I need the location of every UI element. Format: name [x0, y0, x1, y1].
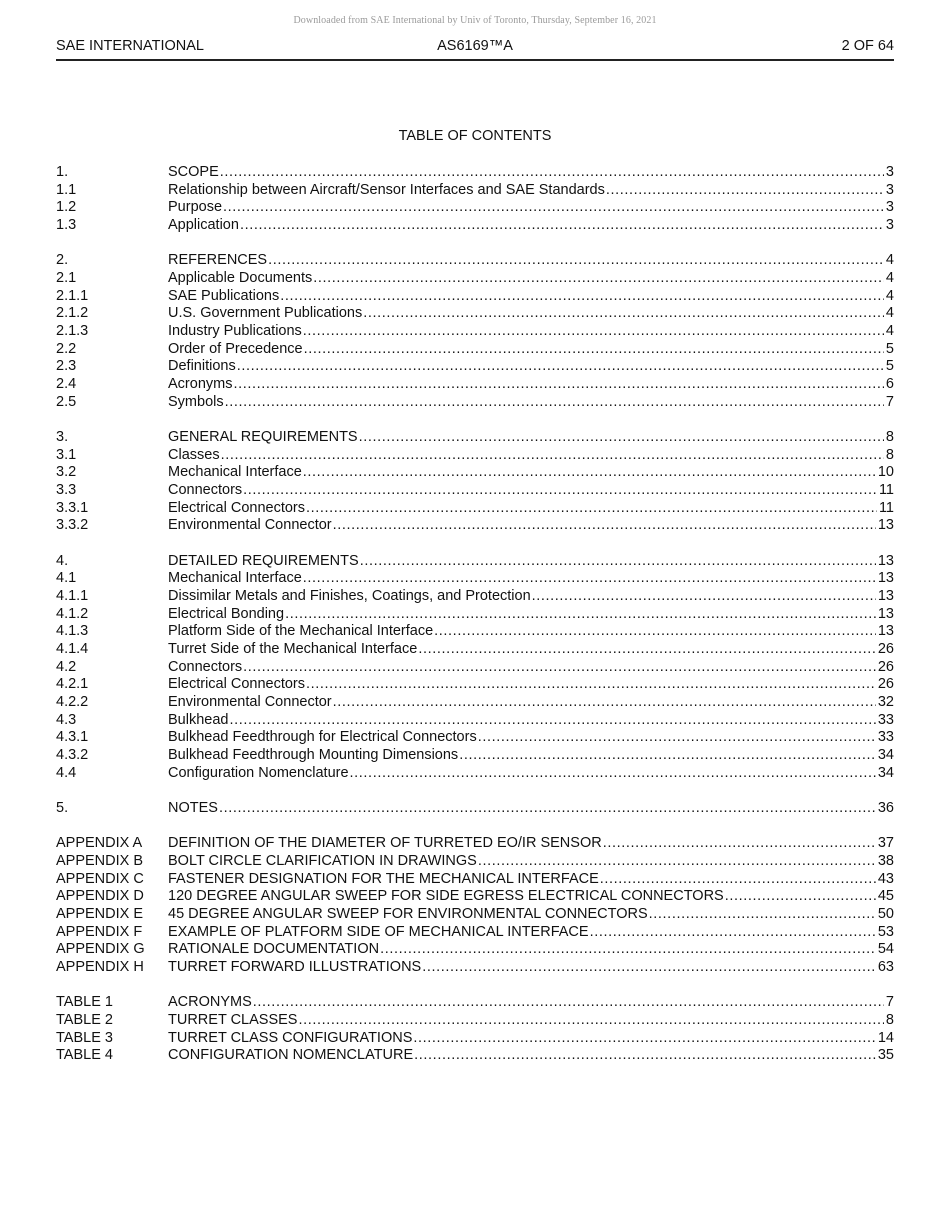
toc-entry-number: 4.2 — [56, 658, 77, 675]
toc-entry-line — [168, 376, 894, 394]
toc-entry[interactable] — [56, 623, 894, 641]
toc-entry-number: TABLE 2 — [56, 1011, 113, 1028]
toc-entry-page: 63 — [877, 959, 894, 975]
toc-entry-page: 4 — [885, 287, 894, 304]
toc-entry-page: 34 — [877, 747, 894, 764]
toc-entry-number: 2.1.2 — [56, 305, 89, 322]
toc-entry-number: 4.1.4 — [56, 641, 89, 657]
toc-entry-number: APPENDIX H — [56, 959, 144, 975]
toc-entry[interactable] — [56, 341, 894, 359]
dot-leader — [240, 217, 884, 235]
dot-leader — [306, 500, 877, 518]
toc-entry-line — [168, 871, 894, 889]
toc-entry-page: 26 — [877, 641, 894, 657]
toc-entry[interactable] — [56, 1012, 894, 1030]
toc-entry-title[interactable]: SCOPE — [168, 164, 219, 180]
dot-leader — [220, 164, 884, 182]
toc-entry-title[interactable]: Turret Side of the Mechanical Interface — [168, 641, 418, 657]
toc-entry-number: 4.4 — [56, 764, 77, 781]
toc-entry-line — [168, 924, 894, 942]
toc-entry[interactable] — [56, 941, 894, 959]
toc-entry[interactable] — [56, 570, 894, 588]
toc-entry-page: 35 — [877, 1047, 894, 1064]
toc-group — [56, 835, 894, 977]
toc-entry-line — [168, 747, 894, 765]
toc-entry-line — [168, 341, 894, 359]
toc-entry-page: 8 — [885, 1011, 894, 1028]
toc-entry-page: 26 — [877, 658, 894, 675]
toc-entry-page: 11 — [878, 482, 894, 498]
dot-leader — [380, 941, 876, 959]
toc-entry-line — [168, 252, 894, 270]
toc-entry[interactable] — [56, 906, 894, 924]
toc-entry[interactable] — [56, 888, 894, 906]
toc-entry[interactable] — [56, 676, 894, 694]
toc-entry-page: 3 — [885, 217, 894, 234]
toc-group — [56, 429, 894, 535]
dot-leader — [590, 924, 876, 942]
toc-entry-page: 38 — [877, 852, 894, 869]
toc-entry-number: 4.3 — [56, 711, 77, 728]
toc-entry-title[interactable]: Relationship between Aircraft/Sensor Interfaces and SAE Standards — [168, 181, 605, 198]
toc-entry-page: 10 — [877, 464, 894, 481]
dot-leader — [280, 288, 884, 306]
toc-entry-line — [168, 623, 894, 641]
toc-entry-number: 3.1 — [56, 446, 77, 463]
toc-entry-number: 4.2.1 — [56, 676, 89, 693]
dot-leader — [600, 871, 876, 889]
toc-entry-page: 5 — [885, 358, 894, 375]
toc-entry-title[interactable]: Purpose — [168, 199, 223, 216]
toc-entry-line — [168, 659, 894, 677]
toc-entry-line — [168, 500, 894, 518]
toc-entry-number: 1.3 — [56, 217, 77, 234]
toc-entry-title[interactable]: Classes — [168, 446, 220, 463]
toc-entry-number: 2.1.3 — [56, 323, 89, 339]
toc-entry-page: 36 — [877, 800, 894, 816]
toc-entry[interactable] — [56, 288, 894, 306]
toc-entry-page: 33 — [877, 711, 894, 728]
toc-entry-number: 3. — [56, 428, 69, 445]
toc-entry-page: 13 — [877, 605, 894, 622]
toc-entry-line — [168, 853, 894, 871]
toc-entry-number: 2.1 — [56, 269, 77, 286]
toc-entry-title[interactable]: Mechanical Interface — [168, 464, 302, 481]
toc-entry-page: 13 — [877, 517, 894, 534]
toc-entry-line — [168, 429, 894, 447]
toc-entry-number: 4.1.1 — [56, 587, 89, 604]
toc-entry-page: 13 — [877, 623, 894, 640]
toc-entry-line — [168, 517, 894, 535]
dot-leader — [413, 1030, 875, 1048]
toc-entry-line — [168, 729, 894, 747]
toc-entry-title[interactable]: Acronyms — [168, 376, 233, 393]
toc-entry-page: 11 — [878, 499, 894, 516]
toc-entry[interactable] — [56, 924, 894, 942]
toc-entry-title[interactable]: Industry Publications — [168, 323, 302, 339]
toc-entry-title[interactable]: Configuration Nomenclature — [168, 764, 349, 781]
toc-entry-line — [168, 217, 894, 235]
toc-entry-page: 5 — [885, 340, 894, 357]
toc-entry-number: 2.1.1 — [56, 287, 89, 304]
dot-leader — [434, 623, 876, 641]
toc-entry-page: 13 — [877, 570, 894, 587]
toc-entry-title[interactable]: BOLT CIRCLE CLARIFICATION IN DRAWINGS — [168, 852, 477, 869]
toc-entry-page: 4 — [885, 305, 894, 322]
toc-entry-number: 4.3.2 — [56, 747, 89, 764]
dot-leader — [253, 994, 884, 1012]
toc-entry[interactable] — [56, 606, 894, 624]
toc-entry-line — [168, 959, 894, 977]
toc-entry-line — [168, 1030, 894, 1048]
toc-entry-title[interactable]: RATIONALE DOCUMENTATION — [168, 941, 380, 958]
toc-entry-number: 4. — [56, 552, 69, 569]
dot-leader — [649, 906, 876, 924]
toc-entry[interactable] — [56, 164, 894, 182]
toc-entry-page: 7 — [885, 994, 894, 1011]
toc-entry-title[interactable]: Electrical Connectors — [168, 499, 305, 516]
toc-entry-line — [168, 588, 894, 606]
toc-entry-title[interactable]: FASTENER DESIGNATION FOR THE MECHANICAL INTERFACE — [168, 870, 599, 887]
dot-leader — [350, 765, 876, 783]
toc-entry-line — [168, 641, 894, 659]
dot-leader — [459, 747, 876, 765]
toc-entry-number: 2.2 — [56, 340, 77, 357]
toc-entry[interactable] — [56, 553, 894, 571]
toc-entry-page: 8 — [885, 428, 894, 445]
dot-leader — [313, 270, 884, 288]
dot-leader — [725, 888, 876, 906]
toc-entry-title[interactable]: GENERAL REQUIREMENTS — [168, 428, 358, 445]
toc-entry[interactable] — [56, 217, 894, 235]
toc-entry-title[interactable]: Environmental Connector — [168, 517, 332, 534]
toc-entry[interactable] — [56, 641, 894, 659]
toc-entry-number: 1.1 — [56, 181, 77, 198]
toc-entry[interactable] — [56, 482, 894, 500]
dot-leader — [268, 252, 884, 270]
dot-leader — [243, 659, 876, 677]
dot-leader — [229, 712, 875, 730]
toc-entry-page: 43 — [877, 870, 894, 887]
toc-entry[interactable] — [56, 1047, 894, 1065]
toc-entry-page: 3 — [885, 164, 894, 180]
toc-entry-line — [168, 765, 894, 783]
toc-entry-number: 4.1 — [56, 570, 77, 587]
toc-entry-title[interactable]: DETAILED REQUIREMENTS — [168, 552, 359, 569]
toc-entry-page: 54 — [877, 941, 894, 958]
toc-entry-line — [168, 570, 894, 588]
toc-entry-number: APPENDIX D — [56, 888, 144, 905]
toc-group — [56, 994, 894, 1065]
dot-leader — [418, 641, 876, 659]
toc-entry-line — [168, 941, 894, 959]
toc-entry-number: 4.1.3 — [56, 623, 89, 640]
dot-leader — [303, 464, 876, 482]
toc-entry-line — [168, 199, 894, 217]
toc-entry-title[interactable]: Connectors — [168, 658, 243, 675]
toc-entry-title[interactable]: 120 DEGREE ANGULAR SWEEP FOR SIDE EGRESS ELECTRICAL CONNECTORS — [168, 888, 724, 905]
dot-leader — [606, 182, 884, 200]
dot-leader — [532, 588, 876, 606]
toc-entry-line — [168, 1047, 894, 1065]
toc-entry-title[interactable]: Electrical Bonding — [168, 605, 285, 622]
toc-entry-number: 4.3.1 — [56, 729, 89, 746]
toc-entry-number: TABLE 3 — [56, 1029, 113, 1046]
toc-entry-title[interactable]: DEFINITION OF THE DIAMETER OF TURRETED EO/IR SENSOR — [168, 835, 602, 852]
toc-entry-page: 26 — [877, 676, 894, 693]
toc-entry-page: 50 — [877, 905, 894, 922]
toc-entry-number: 4.1.2 — [56, 605, 89, 622]
toc-entry-title[interactable]: Electrical Connectors — [168, 676, 305, 693]
dot-leader — [359, 429, 884, 447]
toc-entry-title[interactable]: TURRET CLASSES — [168, 1011, 298, 1028]
toc-entry-title[interactable]: CONFIGURATION NOMENCLATURE — [168, 1047, 414, 1064]
toc-entry[interactable] — [56, 429, 894, 447]
toc-entry-title[interactable]: EXAMPLE OF PLATFORM SIDE OF MECHANICAL INTERFACE — [168, 923, 589, 940]
toc-entry-line — [168, 676, 894, 694]
toc-entry-line — [168, 694, 894, 712]
toc-entry[interactable] — [56, 747, 894, 765]
dot-leader — [243, 482, 877, 500]
dot-leader — [225, 394, 884, 412]
toc-entry-line — [168, 305, 894, 323]
toc-entry-page: 4 — [885, 323, 894, 339]
toc-entry-line — [168, 288, 894, 306]
toc-entry-line — [168, 270, 894, 288]
toc-group — [56, 553, 894, 783]
toc-entry-number: 3.3.2 — [56, 517, 89, 534]
toc-entry-line — [168, 553, 894, 571]
toc-entry-line — [168, 464, 894, 482]
toc-entry-title[interactable]: U.S. Government Publications — [168, 305, 363, 322]
toc-entry-line — [168, 164, 894, 182]
toc-entry[interactable] — [56, 835, 894, 853]
toc-entry-line — [168, 835, 894, 853]
toc-entry-title[interactable]: NOTES — [168, 800, 218, 816]
toc-entry-title[interactable]: Definitions — [168, 358, 236, 375]
toc-entry-title[interactable]: Bulkhead Feedthrough for Electrical Connectors — [168, 729, 477, 746]
toc-entry[interactable] — [56, 800, 894, 818]
download-note: Downloaded from SAE International by Univ of Toronto, Thursday, September 16, 2021 — [293, 15, 657, 26]
toc-entry-title[interactable]: TURRET CLASS CONFIGURATIONS — [168, 1029, 413, 1046]
dot-leader — [223, 199, 884, 217]
toc-entry-number: APPENDIX F — [56, 923, 143, 940]
dot-leader — [221, 447, 884, 465]
toc-entry-page: 13 — [877, 552, 894, 569]
toc-entry[interactable] — [56, 358, 894, 376]
toc-entry-number: TABLE 4 — [56, 1047, 113, 1064]
toc-entry[interactable] — [56, 871, 894, 889]
toc-entry-page: 34 — [877, 764, 894, 781]
toc-entry[interactable] — [56, 517, 894, 535]
header-document-id: AS6169™A — [437, 38, 513, 54]
toc-entry[interactable] — [56, 853, 894, 871]
toc-entry-line — [168, 712, 894, 730]
toc-entry[interactable] — [56, 694, 894, 712]
toc-entry-line — [168, 323, 894, 341]
dot-leader — [306, 676, 876, 694]
toc-entry-title[interactable]: SAE Publications — [168, 287, 280, 304]
toc-entry[interactable] — [56, 994, 894, 1012]
toc-entry-number: 1.2 — [56, 199, 77, 216]
toc-entry-page: 6 — [885, 376, 894, 393]
toc-entry-page: 13 — [877, 587, 894, 604]
table-of-contents — [56, 164, 894, 1082]
toc-entry-number: 2.3 — [56, 358, 77, 375]
toc-entry[interactable] — [56, 199, 894, 217]
toc-entry-page: 37 — [877, 835, 894, 852]
toc-entry[interactable] — [56, 305, 894, 323]
toc-entry-number: 1. — [56, 164, 69, 180]
toc-group — [56, 800, 894, 818]
toc-entry-number: APPENDIX B — [56, 852, 144, 869]
toc-entry-page: 4 — [885, 252, 894, 269]
toc-entry-title[interactable]: REFERENCES — [168, 252, 268, 269]
toc-entry-title[interactable]: 45 DEGREE ANGULAR SWEEP FOR ENVIRONMENTAL CONNECTORS — [168, 905, 648, 922]
dot-leader — [422, 959, 876, 977]
toc-entry-number: 4.2.2 — [56, 694, 89, 711]
toc-entry-title[interactable]: Bulkhead Feedthrough Mounting Dimensions — [168, 747, 459, 764]
dot-leader — [304, 341, 884, 359]
toc-entry-number: 2.4 — [56, 376, 77, 393]
toc-entry-number: 2.5 — [56, 393, 77, 410]
toc-entry-title[interactable]: ACRONYMS — [168, 994, 252, 1011]
toc-entry-page: 3 — [885, 199, 894, 216]
toc-entry-number: 3.3 — [56, 482, 77, 498]
toc-entry-line — [168, 482, 894, 500]
toc-entry[interactable] — [56, 447, 894, 465]
toc-entry[interactable] — [56, 500, 894, 518]
dot-leader — [603, 835, 876, 853]
toc-entry[interactable] — [56, 182, 894, 200]
dot-leader — [478, 729, 876, 747]
toc-entry-title[interactable]: Mechanical Interface — [168, 570, 302, 587]
toc-entry[interactable] — [56, 252, 894, 270]
toc-entry-title[interactable]: Bulkhead — [168, 711, 229, 728]
dot-leader — [333, 517, 876, 535]
toc-entry-title[interactable]: Application — [168, 217, 239, 234]
toc-entry-number: APPENDIX C — [56, 870, 144, 887]
toc-entry[interactable] — [56, 729, 894, 747]
toc-entry-line — [168, 888, 894, 906]
toc-group — [56, 252, 894, 411]
toc-entry-title[interactable]: Order of Precedence — [168, 340, 303, 357]
toc-entry-page: 53 — [877, 923, 894, 940]
toc-entry[interactable] — [56, 270, 894, 288]
toc-entry-title[interactable]: Environmental Connector — [168, 694, 332, 711]
toc-entry-page: 33 — [877, 729, 894, 746]
toc-entry-number: 2. — [56, 252, 69, 269]
toc-entry[interactable] — [56, 659, 894, 677]
toc-entry-title[interactable]: Connectors — [168, 482, 243, 498]
toc-entry-line — [168, 394, 894, 412]
toc-entry-page: 4 — [885, 269, 894, 286]
toc-entry-page: 45 — [877, 888, 894, 905]
toc-title: TABLE OF CONTENTS — [398, 128, 552, 144]
toc-entry[interactable] — [56, 712, 894, 730]
dot-leader — [303, 323, 884, 341]
toc-entry-title[interactable]: Platform Side of the Mechanical Interface — [168, 623, 434, 640]
dot-leader — [414, 1047, 876, 1065]
toc-entry-title[interactable]: TURRET FORWARD ILLUSTRATIONS — [168, 959, 422, 975]
toc-entry-title[interactable]: Symbols — [168, 393, 224, 410]
toc-entry-number: 5. — [56, 800, 69, 816]
toc-entry[interactable] — [56, 323, 894, 341]
toc-entry-page: 32 — [877, 694, 894, 711]
toc-entry-title[interactable]: Dissimilar Metals and Finishes, Coatings, and Protection — [168, 587, 531, 604]
toc-entry-title[interactable]: Applicable Documents — [168, 269, 313, 286]
toc-entry-line — [168, 182, 894, 200]
dot-leader — [298, 1012, 883, 1030]
toc-entry-line — [168, 447, 894, 465]
toc-entry[interactable] — [56, 394, 894, 412]
dot-leader — [478, 853, 876, 871]
toc-entry-number: APPENDIX E — [56, 905, 144, 922]
toc-entry-line — [168, 606, 894, 624]
toc-group — [56, 164, 894, 235]
toc-entry-number: APPENDIX A — [56, 835, 143, 852]
header-page-number: 2 OF 64 — [841, 38, 894, 54]
toc-entry-number: 3.3.1 — [56, 499, 89, 516]
toc-entry-line — [168, 906, 894, 924]
toc-entry-line — [168, 994, 894, 1012]
toc-entry-number: TABLE 1 — [56, 994, 113, 1011]
dot-leader — [219, 800, 876, 818]
toc-entry-number: APPENDIX G — [56, 941, 145, 958]
dot-leader — [285, 606, 876, 624]
dot-leader — [303, 570, 876, 588]
toc-entry-page: 14 — [877, 1029, 894, 1046]
dot-leader — [333, 694, 876, 712]
toc-entry-line — [168, 358, 894, 376]
toc-entry-page: 3 — [885, 181, 894, 198]
toc-entry-line — [168, 1012, 894, 1030]
toc-entry-page: 7 — [885, 393, 894, 410]
toc-entry-number: 3.2 — [56, 464, 77, 481]
toc-entry[interactable] — [56, 464, 894, 482]
toc-entry[interactable] — [56, 765, 894, 783]
toc-entry-line — [168, 800, 894, 818]
dot-leader — [237, 358, 884, 376]
dot-leader — [363, 305, 884, 323]
page-header — [56, 38, 894, 61]
toc-entry[interactable] — [56, 376, 894, 394]
toc-entry-page: 8 — [885, 446, 894, 463]
toc-entry[interactable] — [56, 588, 894, 606]
toc-entry[interactable] — [56, 959, 894, 977]
dot-leader — [360, 553, 876, 571]
dot-leader — [233, 376, 883, 394]
toc-entry[interactable] — [56, 1030, 894, 1048]
header-organization: SAE INTERNATIONAL — [56, 38, 204, 54]
